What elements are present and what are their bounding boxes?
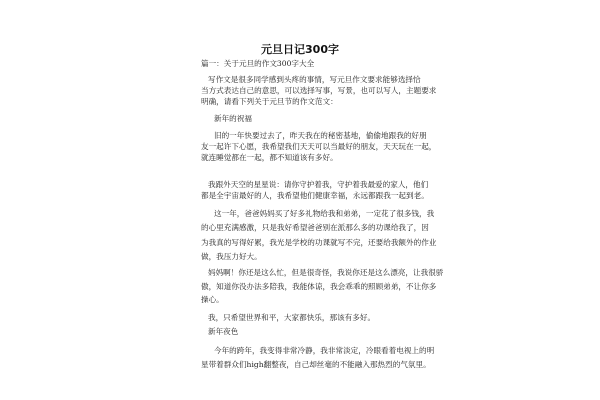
- section-heading: 篇一：关于元旦的作文300字大全: [201, 59, 315, 68]
- paragraph-line: 明确，请看下列关于元旦节的作文范文：: [201, 97, 338, 106]
- paragraph-line: 今年的跨年，我变得非常冷静，我非常淡定，冷眼看着电视上的明: [214, 346, 435, 355]
- paragraph-line: 写作文是很多同学感到头疼的事情，写元旦作文要求能够选择恰: [208, 75, 421, 84]
- paragraph-line: 旧的一年快要过去了，昨天我在的秘密基地，偷偷地跟我的好朋: [214, 131, 427, 140]
- paragraph-line: 傲，知道你没办法多陪我，我能体谅，我会乖乖的照顾弟弟，不让你多: [201, 282, 437, 291]
- paragraph-line: 我跟外天空的星星说：请你守护着我，守护着我最爱的家人，他们: [208, 180, 429, 189]
- paragraph-line: 我，只希望世界和平，大家都快乐，那该有多好。: [208, 313, 376, 322]
- paragraph-line: 的心里充满感激，只是我好希望爸爸别在派那么多的功课给我了，因: [201, 223, 429, 232]
- paragraph-line: 这一年，爸爸妈妈买了好多礼物给我和弟弟，一定花了很多钱，我: [214, 209, 435, 218]
- paragraph-line: 友一起许下心愿，我希望我们天天可以当最好的朋友，天天玩在一起，: [201, 142, 437, 151]
- paragraph-line: 为我真的写得好累，我光是学校的功课就写不完，还要给我额外的作业: [201, 238, 437, 247]
- paragraph-line: 操心。: [201, 295, 224, 304]
- paragraph-line: 都是全宇宙最好的人，我希望他们健康幸福，永远都跟我一起到老。: [201, 191, 429, 200]
- paragraph-line: 当方式表达自己的意思，可以选择写事，写景，也可以写人，主题要求: [201, 86, 437, 95]
- paragraph-line: 妈妈啊！你还是这么忙，但是很奇怪，我说你还是这么漂亮，让我很骄: [208, 268, 444, 277]
- paragraph-line: 做，我压力好大。: [201, 252, 262, 261]
- paragraph-line: 星带着群众们high翻整夜，自己却丝毫的不能融入那热烈的气氛里。: [201, 360, 431, 369]
- paragraph-line: 就连睡觉都在一起，都不知道该有多好。: [201, 153, 338, 162]
- sub-heading: 新年的祝福: [214, 114, 252, 123]
- document-title: 元旦日记300字: [261, 43, 339, 56]
- sub-heading: 新年夜色: [208, 327, 239, 336]
